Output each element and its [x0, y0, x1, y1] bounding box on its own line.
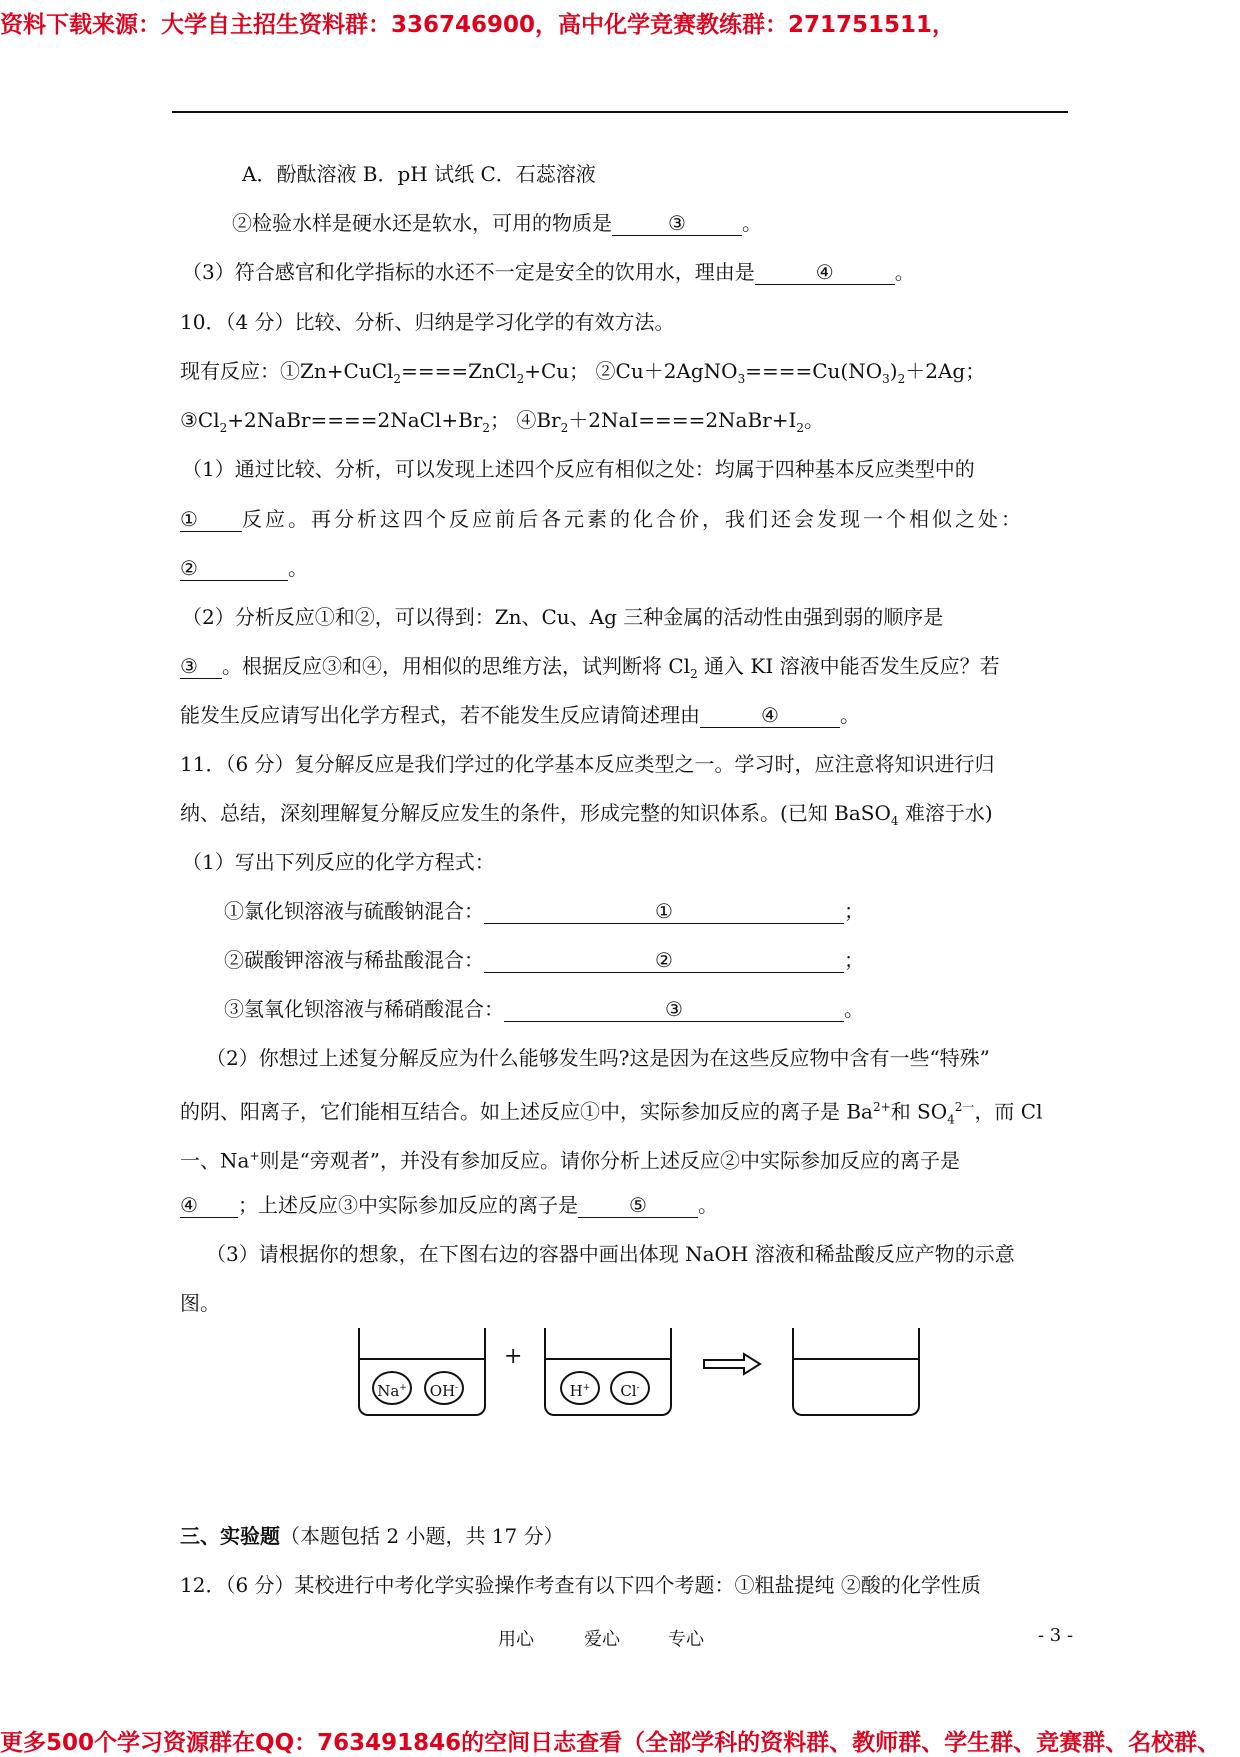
q10-p1-line3: ② 。	[180, 556, 308, 580]
plus-sign: +	[504, 1344, 523, 1369]
answer-blank[interactable]: ③	[504, 997, 844, 1022]
beaker-hcl	[544, 1328, 672, 1416]
ion-na: Na+	[372, 1371, 412, 1405]
answer-blank[interactable]: ④	[755, 260, 895, 285]
answer-blank[interactable]: ①	[180, 507, 242, 532]
q10-p2-line1: （2）分析反应①和②，可以得到：Zn、Cu、Ag 三种金属的活动性由强到弱的顺序是	[182, 605, 944, 629]
answer-blank[interactable]: ①	[484, 899, 844, 924]
bottom-banner: 更多500个学习资源群在QQ：763491846的空间日志查看（全部学科的资料群、教师群、学生群、竞赛群、名校群、	[0, 1730, 1221, 1756]
answer-blank[interactable]: ⑤	[578, 1193, 698, 1218]
water-line	[360, 1358, 484, 1360]
q10-title: 10．（4 分）比较、分析、归纳是学习化学的有效方法。	[180, 310, 675, 334]
q10-p2-line3: 能发生反应请写出化学方程式，若不能发生反应请简述理由 ④ 。	[180, 703, 860, 727]
ion-cl: Cl-	[610, 1371, 650, 1405]
q10-p1-line1: （1）通过比较、分析，可以发现上述四个反应有相似之处：均属于四种基本反应类型中的	[182, 457, 975, 481]
q11-eq2: ②碳酸钾溶液与稀盐酸混合： ② ；	[224, 948, 864, 972]
q12-text: 12．（6 分）某校进行中考化学实验操作考查有以下四个考题：①粗盐提纯 ②酸的化学性质	[180, 1573, 981, 1597]
header-rule	[172, 111, 1068, 113]
q11-p2-line4: ④ ；上述反应③中实际参加反应的离子是 ⑤ 。	[180, 1193, 718, 1217]
footer-motto-2: 爱心	[584, 1629, 620, 1650]
q10-reactions-1: 现有反应：①Zn+CuCl$_2$====ZnCl$_2$+Cu； $②Cu+2AgNO_3====Cu(NO_3)_2+2Ag$；	[180, 359, 986, 386]
q11-line2: 纳、总结，深刻理解复分解反应发生的条件，形成完整的知识体系。(已知 BaSO$_4$ 难溶于水)	[180, 801, 993, 828]
reaction-diagram	[350, 1322, 950, 1422]
q11-p3-line1: （3）请根据你的想象，在下图右边的容器中画出体现 NaOH 溶液和稀盐酸反应产物的示意	[206, 1242, 1015, 1266]
water-line	[546, 1358, 670, 1360]
q10-p1-line2: ① 反应。再分析这四个反应前后各元素的化合价，我们还会发现一个相似之处：	[180, 507, 1024, 531]
ion-oh: OH-	[424, 1371, 464, 1405]
page-number: - 3 -	[1038, 1625, 1074, 1646]
q11-eq1: ①氯化钡溶液与硫酸钠混合： ① ；	[224, 899, 864, 923]
q10-p2-line2: ③ 。根据反应③和④，用相似的思维方法，试判断将 $Cl_2$ 通入 KI 溶液中能否发生反应？若	[180, 654, 1000, 681]
top-banner: 资料下载来源：大学自主招生资料群：336746900，高中化学竞赛教练群：271751511，	[0, 12, 956, 38]
q9-part3: （3）符合感官和化学指标的水还不一定是安全的饮用水，理由是 ④ 。	[182, 260, 915, 284]
q9-part2: ②检验水样是硬水还是软水，可用的物质是 ③ 。	[232, 211, 762, 235]
answer-blank[interactable]: ③	[612, 211, 742, 236]
q11-p1: （1）写出下列反应的化学方程式：	[182, 850, 495, 874]
footer-motto-1: 用心	[498, 1629, 534, 1650]
q11-p3-line2: 图。	[180, 1291, 220, 1315]
q11-eq3: ③氢氧化钡溶液与稀硝酸混合： ③ 。	[224, 997, 864, 1021]
ion-h: H+	[560, 1371, 600, 1405]
answer-blank[interactable]: ③	[180, 654, 222, 679]
section-3-heading: 三、实验题（本题包括 2 小题，共 17 分）	[180, 1524, 564, 1548]
water-line	[794, 1358, 918, 1360]
q11-p2-line1: （2）你想过上述复分解反应为什么能够发生吗?这是因为在这些反应物中含有一些“特殊”	[206, 1046, 990, 1070]
q11-p2-line3: 一、Na+则是“旁观者”，并没有参加反应。请你分析上述反应②中实际参加反应的离子是	[180, 1148, 960, 1173]
answer-blank[interactable]: ②	[180, 556, 288, 581]
beaker-product	[792, 1328, 920, 1416]
answer-blank[interactable]: ④	[180, 1193, 238, 1218]
beaker-naoh	[358, 1328, 486, 1416]
answer-blank[interactable]: ④	[700, 703, 840, 728]
arrow-icon	[702, 1352, 764, 1376]
q11-p2-line2: 的阴、阳离子，它们能相互结合。如上述反应①中，实际参加反应的离子是 $Ba^{2+}$和 $SO_4^{2一}$，而 Cl	[180, 1099, 1043, 1127]
q11-title: 11．（6 分）复分解反应是我们学过的化学基本反应类型之一。学习时，应注意将知识进行归	[180, 752, 995, 776]
footer-motto-3: 专心	[668, 1629, 704, 1650]
answer-blank[interactable]: ②	[484, 948, 844, 973]
q10-reactions-2: $③Cl_2+2NaBr====2NaCl+Br_2$； $④Br_2+2NaI====2NaBr+I_2$。	[180, 408, 825, 435]
options-line: A．酚酞溶液 B．pH 试纸 C．石蕊溶液	[242, 162, 596, 186]
